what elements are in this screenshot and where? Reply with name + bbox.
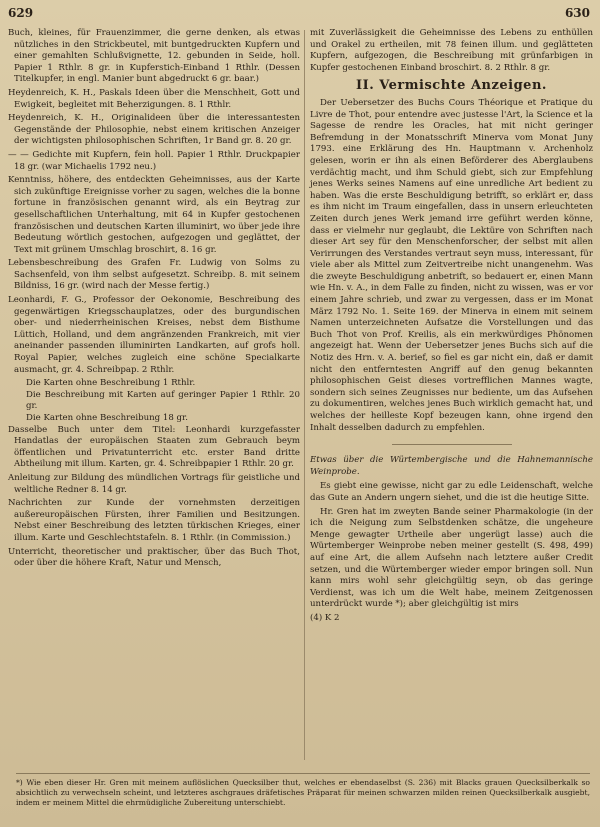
catalog-entry: Nachrichten zur Kunde der vornehmsten derzeitigen außereuropäischen Fürsten, ihrer Familien und Besitzungen. Nebst einer Beschreibung des letzten türkischen Krieges, einer illum. Karte und Geschlechtstafeln. 8. 1 Rthlr. (in Commission.) xyxy=(8,498,300,543)
section-heading: II. Vermischte Anzeigen. xyxy=(356,78,547,94)
catalog-entry: Kenntniss, höhere, des entdeckten Geheimnisses, aus der Karte sich zukünftige Ereignisse vorher zu sagen, welches die la bonne fortune in französischen genannt wird, als ein Beytrag zur gesellschaftlichen Unterhaltung, mit 64 in Kupfer gestochenen französischen und deutschen Karten illuminirt, wo über jede ihre Bedeutung wörtlich gestochen, aufgezogen und geglättet, der Text mit grünem Umschlag broschirt, 8. 16 gr. xyxy=(8,175,300,255)
catalog-entry: Lebensbeschreibung des Grafen Fr. Ludwig von Solms zu Sachsenfeld, von ihm selbst aufgesetzt. Schreibp. 8. mit seinem Bildniss, 16 gr. (wird nach der Messe fertig.) xyxy=(8,258,300,292)
catalog-subentry: Die Karten ohne Beschreibung 1 Rthlr. xyxy=(26,378,196,389)
catalog-entry: Leonhardi, F. G., Professor der Oekonomie, Beschreibung des gegenwärtigen Kriegsschauplatzes, oder des burgundischen ober- und niederrheinischen Kreises, nebst dem Bisthume Lüttich, Holland, und dem angränzenden Frankreich, mit vier aneinander passenden illuminirten Landkarten, auf grofs holl. Royal Papier, welches zugleich eine schöne Specialkarte ausmacht, gr. 4. Schreibpap. 2 Rthlr. xyxy=(8,295,300,375)
catalog-entry: Unterricht, theoretischer und praktischer, über das Buch Thot, oder über die höhere Kraft, Natur und Mensch, xyxy=(8,546,300,569)
signature-mark: (4) K 2 xyxy=(310,612,340,623)
catalog-entry: — — Gedichte mit Kupfern, fein holl. Papier 1 Rthlr. Druckpapier 18 gr. (war Michaelis 1792 neu.) xyxy=(8,149,300,172)
catalog-entry: Heydenreich, K. H., Paskals Ideen über die Menschheit, Gott und Ewigkeit, begleitet mit Beherzigungen. 8. 1 Rthlr. xyxy=(8,87,300,110)
column-divider xyxy=(304,30,305,760)
catalog-entry: Anleitung zur Bildung des mündlichen Vortrags für geistliche und weltliche Redner 8. 14 gr. xyxy=(8,472,300,495)
catalog-entry: Buch, kleines, für Frauenzimmer, die gerne denken, als etwas nützliches in den Strickbeutel, mit buntgedruckten Kupfern und einer gemahlten Schlußvignette, 12. gebunden in Seide, holl. Papier 1 Rthlr. 8 gr. in Kupferstich-Einband 1 Rthlr. (Dessen Titelkupfer, in engl. Manier bunt abgedruckt 6 gr. baar.) xyxy=(8,28,300,85)
article-heading: Etwas über die Würtembergische und die Hahnemannische Weinprobe. xyxy=(310,455,593,477)
left-column xyxy=(8,28,300,572)
right-page-number: 630 xyxy=(564,6,590,20)
footnote: *) Wie eben dieser Hr. Gren mit meinem auflöslichen Quecksilber thut, welches er ebendaselbst (S. 236) mit Blacks grauen Quecksilberkalk so absichtlich zu verwechseln scheint, und letzteres aschgraues dräfetisches Präparat für meinen schwarzen milden reinen Quecksilberkalk ausgiebt, indem er meinem Mittel die ehrmüdigliche Zubereitung unterschiebt. xyxy=(16,773,590,808)
left-page-number: 629 xyxy=(8,6,34,20)
catalog-entry: Heydenreich, K. H., Originalideen über die interessantesten Gegenstände der Philosophie, nebst einem kritischen Anzeiger der wichtigsten philosophischen Schriften, 1r Band gr. 8. 20 gr. xyxy=(8,113,300,147)
catalog-entry-continued: mit Zuverlässigkeit die Geheimnisse des Lebens zu enthüllen und Orakel zu ertheilen, mit 78 feinen illum. und geglätteten Kupfern, aufgezogen, die Beschreibung mit grünfarbigen in Kupfer gestochenen Einband broschirt. 8. 2 Rthlr. 8 gr. xyxy=(310,28,593,73)
catalog-subentry: Die Karten ohne Beschreibung 18 gr. xyxy=(26,413,188,423)
article-paragraph: Hr. Gren hat im zweyten Bande seiner Pharmakologie (in der ich die Neigung zum Selbstdenken schätze, die ungeheure Menge gewagter Urtheile aber ungerügt lasse) auch die Würtemberger Weinprobe neben meiner gestellt (S. 498, 499) auf eine Art, die allem Aufsehn nach letztere außer Credit setzen, und die Würtemberger wieder empor bringen soll. Nun kann mirs wohl sehr gleichgültig seyn, ob das geringe Verdienst, was ich um die Welt habe, meinem Zeitgenossen unterdrückt wurde *); aber gleichgültig ist mirs xyxy=(310,506,593,610)
catalog-subentry: Die Beschreibung mit Karten auf geringer Papier 1 Rthlr. 20 gr. xyxy=(26,389,300,412)
section-separator xyxy=(392,444,512,445)
article-paragraph: Es giebt eine gewisse, nicht gar zu edle Leidenschaft, welche das Gute an Andern ungern siehet, und die ist die heutige Sitte. xyxy=(310,481,593,503)
right-column xyxy=(310,28,593,625)
catalog-entry: Dasselbe Buch unter dem Titel: Leonhardi kurzgefasster Handatlas der europäischen Staaten zum Gebrauch beym öffentlichen und Privatunterricht etc. erster Band dritte Abtheilung mit illum. Karten, gr. 4. Schreibpapier 1 Rthlr. 20 gr. xyxy=(8,424,300,470)
section-paragraph: Der Uebersetzer des Buchs Cours Théorique et Pratique du Livre de Thot, pour entendre avec justesse l'Art, la Science et la Sagesse de rendre les Oracles, hat mit nicht geringer Befremdung in der Monatsschrift Minerva vom Monat Juny 1793. eine Erklärung des Hn. Hauptmann v. Archenholz gelesen, worin er ihn als einen Beförderer des Aberglaubens verdächtig macht, und ihm Schuld giebt, sich zur Empfehlung jenes Werks seines Namens auf eine unredliche Art bedient zu haben. Was die erste Beschuldigung betrifft, so erklärt er, dass es ihm nicht im Traum eingefallen, dass in unsern erleuchteten Zeiten durch jenes Werk jemand irre geführt werden könne, dass er vielmehr nur geglaubt, die Lektüre von Schriften nach dieser Art sey für den Menschenforscher, der selbst mit allen Verirrungen des Verstandes vertraut seyn muss, interessant, für viele aber als Mittel zum Zeitvertreibe nicht unangenehm. Was die zweyte Beschuldigung anbetrift, so bedauert er, einen Mann wie Hn. v. A., in dem Falle zu finden, nicht zu wissen, was er vor einem Jahre schrieb, und zwar zu vergessen, dass er im Monat März 1792 No. 1. Seite 169. der Minerva in einem mit seinem Namen unterzeichneten Aufsatze die Vorstellungen und das Buch Thot von Prof. Kreilis, als ein merkwürdiges Phönomen angezeigt hat. Wenn der Uebersetzer jenes Buchs sich auf die Notiz des Hrn. v. A. berief, so fiel es gar nicht ein, daß er damit nicht den entferntesten Angriff auf den genug bekannten philosophischen Geist dieses vortrefflichen Mannes wagte, sondern sich seines Zeugnisses nur bediente, um das Aufsehen zu dokumentiren, welches jenes Buch wirklich gemacht hat, und welches der heilleste Kopf bezeugen kann, ohne irgend den Inhalt desselben dadurch zu empfehlen. xyxy=(310,97,593,433)
